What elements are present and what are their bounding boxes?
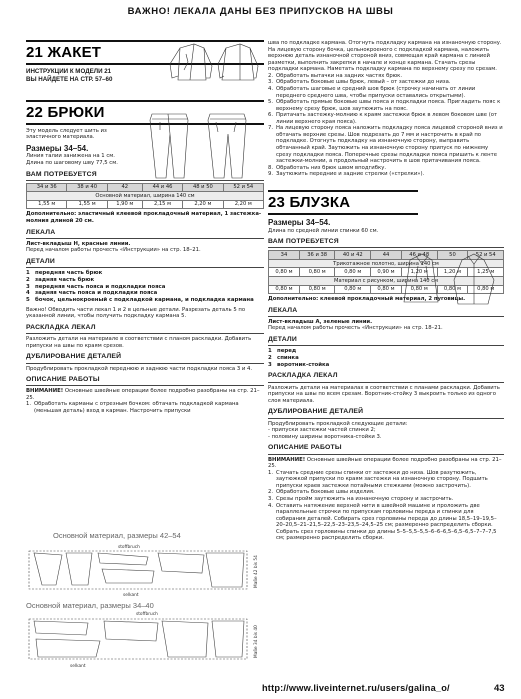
thin-rule xyxy=(26,385,264,386)
layout-1-caption: Основной материал, размеры 42–54 xyxy=(53,531,181,540)
table-cell: 1,20 м xyxy=(437,268,468,277)
table-cell: 2,20 м xyxy=(223,200,263,209)
pants-step-1-cont: шва по подкладке кармана. Отогнуть подкладку кармана на изнаночную сторону. На лицевую сторону бочка, цельнокроеного с подкладкой кармана, наложить верхнюю деталь изнаночной стороной вниз, совмещая край кармана с линией разметки, выполнить закрепки в начале и конце кармана. Стачать срезы подкладки кармана. Наметать подкладку кармана по верхнему срезу по срезам. xyxy=(268,40,502,73)
thin-rule xyxy=(26,333,264,334)
list-item: 2. Обработать вытачки на задних частях брюк. xyxy=(268,72,403,79)
dimension-label-1: Maße 42 bis 54 xyxy=(254,555,259,588)
thin-rule xyxy=(26,238,264,239)
blouse-dup-heading: ДУБЛИРОВАНИЕ ДЕТАЛЕЙ xyxy=(268,408,364,416)
pants-work-intro: ВНИМАНИЕ! Основные швейные операции более подробно разобраны на стр. 21–25. xyxy=(26,388,260,401)
blouse-dup-item-1: - припуски застежки частей спинки 2; xyxy=(268,427,376,434)
table-cell: Трикотажное полотно, ширина 140 см xyxy=(269,259,504,268)
blouse-sizes: Размеры 34–54. xyxy=(268,217,331,227)
pants-pattern-heading: ЛЕКАЛА xyxy=(26,228,56,236)
table-cell: 0,80 м xyxy=(269,285,300,294)
list-item: 5 бочок, цельнокроеный с подкладкой кармана, и подкладка кармана xyxy=(26,297,254,303)
table-cell: 1,90 м xyxy=(107,200,142,209)
list-item: 2 спинка xyxy=(268,355,299,362)
blouse-pattern-heading: ЛЕКАЛА xyxy=(268,306,298,314)
pants-dup-heading: ДУБЛИРОВАНИЕ ДЕТАЛЕЙ xyxy=(26,353,122,361)
stoffbruch-label-2: stoffbruch xyxy=(136,612,158,617)
list-item: 4. Оставить натяжение верхней нити в швейной машине и проложить две параллельные строчки по припускам горловины переда и спинки для собирания деталей. Собирать срез горловины переда до длины 18,5–19–19,5–20–20,5–21–21,5–22,5–23–23,5–24,5–25 см; размеренно распределить сборки. Собрать срез горловины спинки до длины 5–5–5,5–5,5–6–6–6,5–6,5–6,5–7–7–7,5 см; размеренно распределить сборки. xyxy=(268,502,497,542)
table-cell: 2,20 м xyxy=(183,200,223,209)
blouse-need-heading: ВАМ ПОТРЕБУЕТСЯ xyxy=(268,238,339,246)
table-cell: 34 и 36 xyxy=(27,183,67,192)
pants-details-list xyxy=(26,270,264,304)
blouse-details-list xyxy=(268,348,504,368)
blouse-steps-list xyxy=(268,470,504,542)
list-item: 1. Стачать средние срезы спинки от застежки до низа. Шов разутюжить, заутюжкой припуски по краям застежки на изнаночную сторону. Подшить припуски краев застежки потайными стежками (можно застрочить). xyxy=(268,469,488,489)
section-rule xyxy=(268,190,418,192)
table-row xyxy=(27,200,264,209)
pants-sizes: Размеры 34–54. xyxy=(26,143,89,153)
table-cell: 0,80 м xyxy=(468,285,504,294)
blouse-details-heading: ДЕТАЛИ xyxy=(268,336,297,344)
thin-rule xyxy=(268,382,504,383)
table-cell: 52 и 54 xyxy=(468,251,504,260)
list-item: 5. Обработать прямые боковые швы пояса и подкладки пояса. Пригладить пояс к верхнему срезу брюк, шов заутюжить на пояс. xyxy=(268,99,501,112)
selkant-label-1: selkant xyxy=(123,593,139,598)
list-item: 6. Притачать застежку-молнию к краям застежки брюк в левом боковом шве (от линии верхнего края пояса). xyxy=(268,112,498,125)
dimension-label-2: Maße 34 bis 40 xyxy=(254,625,259,658)
table-cell: 0,90 м xyxy=(371,268,402,277)
pants-important: Важно! Обводить части лекал 1 и 2 в цельные детали. Разрезать деталь 5 по указанной линии, чтобы получить подкладку кармана 5. xyxy=(26,306,246,320)
thin-rule xyxy=(268,316,504,317)
thin-rule xyxy=(26,267,264,268)
page-number: 43 xyxy=(494,683,505,694)
pants-length-1: Линия талии занижена на 1 см. xyxy=(26,153,115,160)
table-cell: 0,80 м xyxy=(335,285,371,294)
thin-rule xyxy=(268,418,504,419)
table-cell: 1,25 м xyxy=(468,268,504,277)
pants-layout-heading: РАСКЛАДКА ЛЕКАЛ xyxy=(26,323,96,331)
stoffbruch-label-1: stoffbruch xyxy=(118,545,140,550)
pants-title: 22 БРЮКИ xyxy=(26,103,105,121)
table-cell: 38 и 40 xyxy=(67,183,107,192)
pants-additional: Дополнительно: эластичный клеевой прокладочный материал, 1 застежка-молния длиной 20 см. xyxy=(26,211,262,224)
blouse-layout-text: Разложить детали на материалах в соответствии с планами раскладки. Добавить припуски на швы по всем срезам. Воротник-стойку 3 выкроить только из одного слоя материала. xyxy=(268,384,500,404)
blouse-dup-text: Продублировать прокладкой следующие детали: xyxy=(268,420,408,427)
blouse-length: Длина по средней линии спинки 60 см. xyxy=(268,227,379,234)
table-row xyxy=(27,183,264,192)
blouse-additional: Дополнительно: клеевой прокладочный материал, 2 пуговицы. xyxy=(268,296,466,303)
blouse-pattern-note: Перед началом работы прочесть «Инструкции» на стр. 18–21. xyxy=(268,325,443,332)
blouse-work-intro: ВНИМАНИЕ! Основные швейные операции более подробно разобраны на стр. 21–25. xyxy=(268,456,502,470)
pants-continued xyxy=(268,40,504,178)
table-cell: 44 и 46 xyxy=(142,183,182,192)
pants-material-table xyxy=(26,183,264,210)
cutting-layout-2 xyxy=(28,611,250,669)
pants-pattern-note: Перед началом работы прочесть «Инструкции» на стр. 18–21. xyxy=(26,247,201,254)
table-cell: 1,20 м xyxy=(401,268,437,277)
list-item: 9. Заутюжить передние и задние стрелки («стрелки»). xyxy=(268,171,425,178)
table-cell: 46 и 48 xyxy=(401,251,437,260)
thin-rule xyxy=(26,363,264,364)
table-row xyxy=(27,192,264,201)
table-cell: 0,80 м xyxy=(437,285,468,294)
table-cell: 0,80 м xyxy=(299,285,335,294)
jacket-instructions-line2: ВЫ НАЙДЕТЕ НА СТР. 57–60 xyxy=(26,75,113,83)
list-item: 3. Обработать боковые швы брюк, левый – от застежки до низа. xyxy=(268,79,451,86)
list-item: 3 воротник-стойка xyxy=(268,361,330,368)
pants-layout-text: Разложить детали на материале в соответствии с планом раскладки. Добавить припуски на швы по краям срезов. xyxy=(26,336,252,349)
table-cell: 0,80 м xyxy=(299,268,335,277)
pants-work-heading: ОПИСАНИЕ РАБОТЫ xyxy=(26,376,100,384)
table-cell: 1,55 м xyxy=(67,200,107,209)
list-item: 1 перед xyxy=(268,348,297,355)
list-item: 3 передняя часть пояса и подкладки пояса xyxy=(26,283,166,290)
list-item: 2. Обработать боковые швы изделия. xyxy=(268,489,375,496)
layout-2-caption: Основной материал, размеры 34–40 xyxy=(26,601,154,610)
pants-intro: Эту модель следует шить из эластичного материала. xyxy=(26,127,107,141)
table-cell: 36 и 38 xyxy=(299,251,335,260)
table-cell: 0,80 м xyxy=(335,268,371,277)
table-cell: 42 xyxy=(107,183,142,192)
table-cell: 0,80 м xyxy=(401,285,437,294)
blouse-pattern-line: Лист-вкладыш А, зеленые линии. xyxy=(268,318,373,325)
table-cell: 52 и 54 xyxy=(223,183,263,192)
blouse-dup-item-2: - половину ширины воротника-стойки 3. xyxy=(268,433,382,440)
list-item: 2 задняя часть брюк xyxy=(26,276,95,283)
table-cell: 48 и 50 xyxy=(183,183,223,192)
table-cell: 1,55 м xyxy=(27,200,67,209)
table-cell: 0,80 м xyxy=(371,285,402,294)
list-item: 4. Обработать шаговые и средний шов брюк (строчку начинать от линии переднего среднего шва, чтобы припуски оставались открытыми). xyxy=(268,85,476,99)
blouse-section xyxy=(268,190,504,542)
jacket-instructions-line1: ИНСТРУКЦИИ К МОДЕЛИ 21 xyxy=(26,68,112,75)
pants-pattern-line: Лист-вкладыш Н, красные линии. xyxy=(26,240,131,247)
thin-rule xyxy=(268,345,504,346)
selkant-label-2: selkant xyxy=(70,664,86,669)
table-cell: 44 xyxy=(371,251,402,260)
pants-work-step-1: 1. Обработать карманы с отрезным бочком: обтачать подкладкой кармана (меньшая деталь) вход в карман. Настрочить припуски xyxy=(26,401,239,415)
list-item: 3. Срезы пройм заутюжить на изнаночную сторону и застрочить. xyxy=(268,496,454,503)
pants-details-heading: ДЕТАЛИ xyxy=(26,257,55,265)
thin-rule xyxy=(268,454,504,455)
blouse-title: 23 БЛУЗКА xyxy=(268,193,351,211)
footer-url[interactable]: http://www.liveinternet.ru/users/galina_o/ xyxy=(262,683,450,693)
jacket-illustration xyxy=(160,40,268,102)
pants-illustration xyxy=(138,110,266,182)
pants-steps-list xyxy=(268,73,504,178)
pants-need-heading: ВАМ ПОТРЕБУЕТСЯ xyxy=(26,170,97,178)
list-item: 4 задняя часть пояса и подкладки пояса xyxy=(26,290,158,297)
table-cell: 2,15 м xyxy=(142,200,182,209)
section-rule xyxy=(268,213,418,215)
jacket-title: 21 ЖАКЕТ xyxy=(26,44,102,61)
table-cell: Материал с рисунком, ширина 140 см xyxy=(269,277,504,286)
blouse-work-heading: ОПИСАНИЕ РАБОТЫ xyxy=(268,444,342,452)
table-cell: Основной материал, ширина 140 см xyxy=(27,192,264,201)
thin-rule xyxy=(268,247,504,248)
list-item: 1 передняя часть брюк xyxy=(26,270,103,277)
page-banner: ВАЖНО! ЛЕКАЛА ДАНЫ БЕЗ ПРИПУСКОВ НА ШВЫ xyxy=(127,6,394,17)
table-cell: 40 и 42 xyxy=(335,251,371,260)
pants-dup-text: Продублировать прокладкой переднюю и заднюю части подкладки пояса 3 и 4. xyxy=(26,365,253,372)
list-item: 8. Обработать низ брюк швом вподгибку. xyxy=(268,164,387,171)
blouse-layout-heading: РАСКЛАДКА ЛЕКАЛ xyxy=(268,372,338,380)
blouse-illustration xyxy=(402,250,506,316)
list-item: 7. На лицевую сторону пояса наложить подкладку пояса лицевой стороной вниз и обтачать верхние срезы. Шов подрезать до 7 мм и настрочить в край по подкладке. Отогнуть подкладку на изнаночную сторону, выправить обтачанный край. Заутюжить на изнаночную сторону припуск по нижнему срезу подкладки пояса. Поперечные срезы подкладки пояса пришить к ленте застежки-молнии, а продольный настрочить в шов притачивания пояса. xyxy=(268,125,503,165)
table-cell: 0,80 м xyxy=(269,268,300,277)
table-cell: 34 xyxy=(269,251,300,260)
pants-length-2: Длина по шаговому шву 77,5 см. xyxy=(26,159,118,166)
table-cell: 50 xyxy=(437,251,468,260)
